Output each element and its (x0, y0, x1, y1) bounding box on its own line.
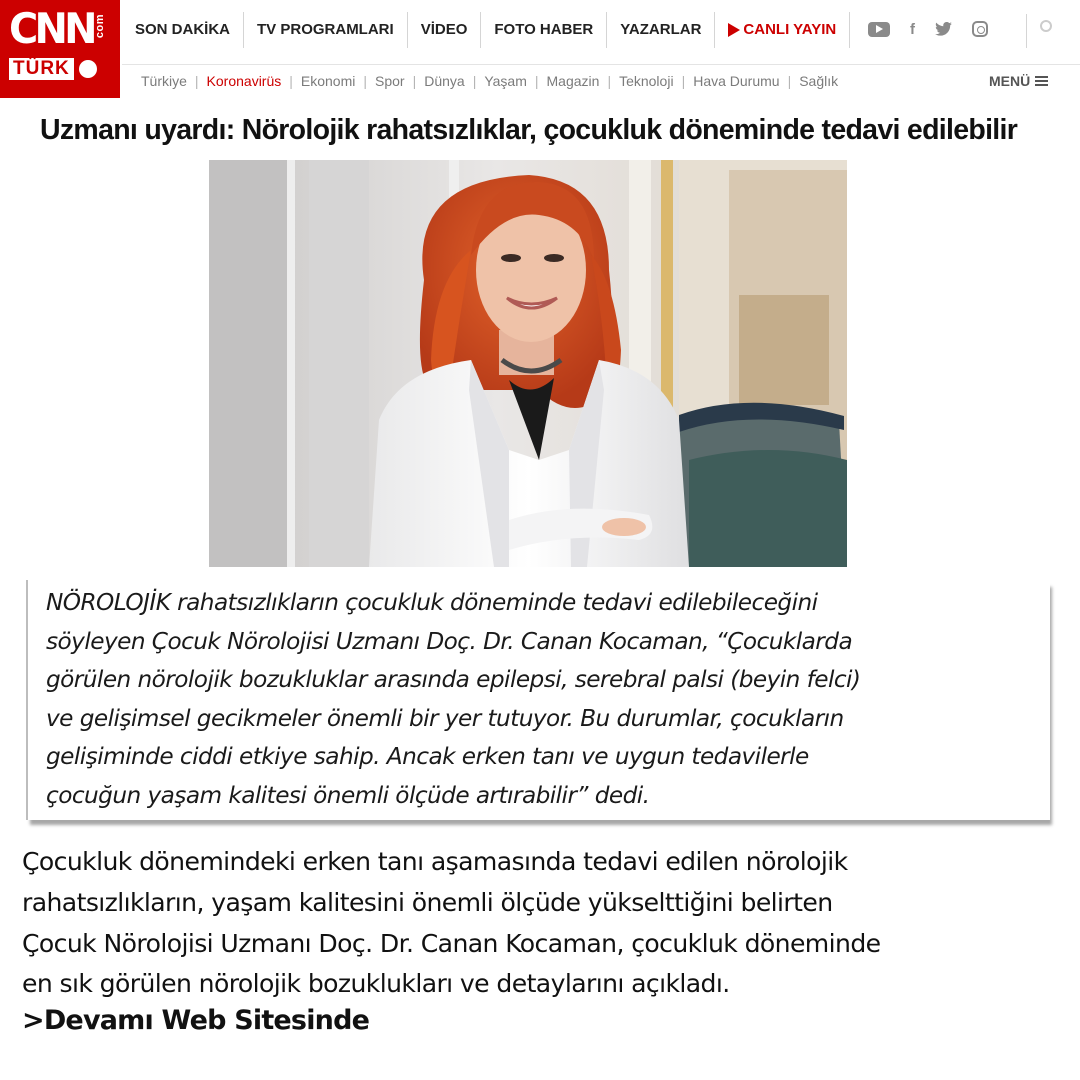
category-separator: | (194, 73, 199, 89)
category-koronavirus[interactable]: Koronavirüs (206, 73, 282, 89)
category-separator: | (607, 73, 612, 89)
category-navigation (141, 71, 838, 91)
logo-turk-block (9, 58, 97, 80)
summary-line: Çocuk Nörolojisi Uzmanı Doç. Dr. Canan Kocaman, çocukluk döneminde (22, 928, 881, 958)
search-icon[interactable] (1040, 20, 1052, 32)
category-separator: | (681, 73, 686, 89)
category-separator: | (534, 73, 539, 89)
category-separator: | (412, 73, 417, 89)
cnn-turk-logo[interactable] (0, 0, 120, 98)
category-separator: | (289, 73, 293, 89)
quote-line: gelişiminde ciddi etkiye sahip. Ancak erken tanı ve uygun tedavilerle (46, 743, 809, 771)
nav-foto-haber[interactable]: FOTO HABER (481, 12, 607, 48)
category-dunya[interactable]: Dünya (424, 73, 465, 89)
nav-yazarlar[interactable]: YAZARLAR (607, 12, 715, 48)
top-navigation (122, 12, 850, 48)
logo-dot-icon (79, 60, 97, 78)
quote-line: görülen nörolojik bozukluklar arasında epilepsi, serebral palsi (beyin felci) (46, 666, 861, 694)
category-saglik[interactable]: Sağlık (799, 73, 839, 89)
category-yasam[interactable]: Yaşam (484, 73, 527, 89)
twitter-icon[interactable] (935, 22, 952, 36)
category-ekonomi[interactable]: Ekonomi (300, 73, 356, 89)
category-hava-durumu[interactable]: Hava Durumu (693, 73, 780, 89)
summary-line: rahatsızlıkların, yaşam kalitesini önemli ölçüde yükselttiğini belirten (22, 887, 833, 917)
quote-line: ve gelişimsel gecikmeler önemli bir yer tutuyor. Bu durumlar, çocukların (46, 704, 844, 732)
summary-line: en sık görülen nörolojik bozuklukları ve detaylarını açıkladı. (22, 969, 730, 999)
quote-line: çocuğun yaşam kalitesi önemli ölçüde artırabilir” dedi. (46, 781, 650, 809)
logo-cnn-text: CNN (9, 4, 94, 53)
menu-label: MENÜ (989, 73, 1031, 89)
nav-tv-programlari[interactable]: TV PROGRAMLARI (244, 12, 408, 48)
article-photo (209, 160, 847, 567)
header-divider (1026, 14, 1027, 48)
category-magazin[interactable]: Magazin (546, 73, 600, 89)
nav-canli-yayin[interactable] (715, 12, 850, 48)
facebook-icon[interactable]: f (910, 20, 915, 38)
header-rule (122, 64, 1080, 65)
category-teknoloji[interactable]: Teknoloji (619, 73, 674, 89)
nav-canli-yayin-label: CANLI YAYIN (743, 21, 837, 38)
logo-turk-text: TÜRK (9, 58, 74, 80)
category-spor[interactable]: Spor (375, 73, 405, 89)
hamburger-icon (1035, 76, 1048, 86)
category-separator: | (363, 73, 367, 89)
youtube-icon[interactable] (868, 22, 890, 37)
read-more-link[interactable]: >Devamı Web Sitesinde (22, 1005, 370, 1036)
category-separator: | (787, 73, 792, 89)
article-headline: Uzmanı uyardı: Nörolojik rahatsızlıklar, çocukluk döneminde tedavi edilebilir (40, 114, 1018, 146)
quote-line: söyleyen Çocuk Nörolojisi Uzmanı Doç. Dr. Canan Kocaman, “Çocuklarda (46, 627, 853, 655)
category-turkiye[interactable]: Türkiye (141, 73, 187, 89)
social-links (868, 14, 988, 44)
instagram-icon[interactable] (972, 21, 988, 37)
article-quote-box (26, 580, 1050, 820)
quote-line: NÖROLOJİK rahatsızlıkların çocukluk döneminde tedavi edilebileceğini (46, 589, 818, 616)
summary-line: Çocukluk dönemindeki erken tanı aşamasında tedavi edilen nörolojik (22, 847, 848, 876)
logo-com-text: com (94, 14, 106, 39)
nav-son-dakika[interactable]: SON DAKİKA (122, 12, 244, 48)
play-icon (728, 23, 740, 37)
article-summary (22, 842, 1072, 1005)
nav-video[interactable]: VİDEO (408, 12, 482, 48)
category-separator: | (472, 73, 477, 89)
menu-button[interactable] (989, 71, 1048, 91)
